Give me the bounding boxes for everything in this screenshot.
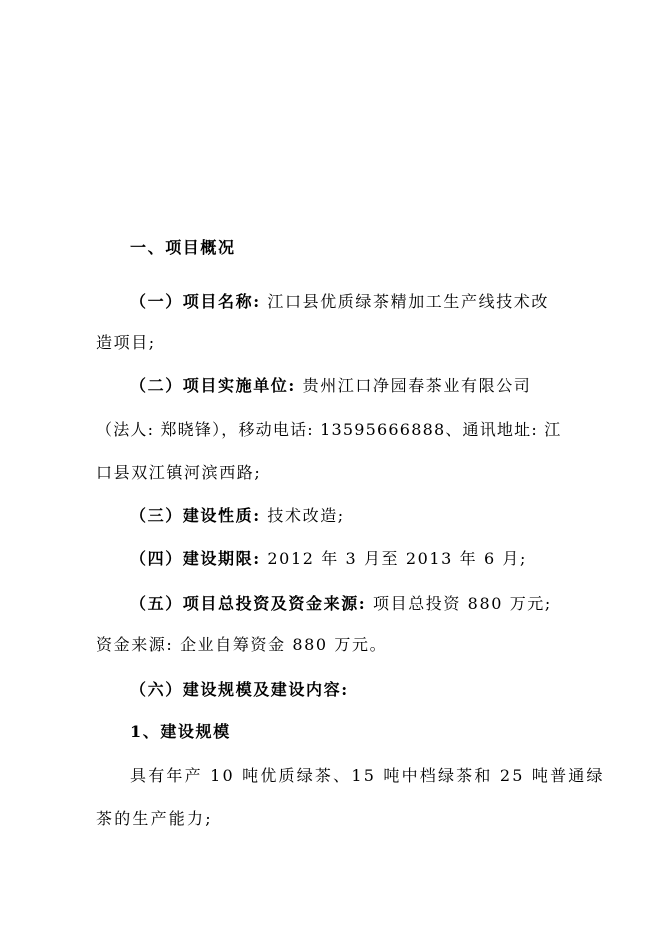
implementing-unit-line bbox=[130, 376, 531, 396]
implementing-unit-label: （二）项目实施单位: bbox=[130, 376, 296, 395]
construction-nature-value: 技术改造; bbox=[267, 506, 345, 525]
subsection-heading: 1、建设规模 bbox=[130, 722, 231, 741]
capacity-continuation: 茶的生产能力; bbox=[96, 809, 213, 828]
project-name-line bbox=[130, 292, 549, 312]
scale-content-heading: （六）建设规模及建设内容: bbox=[130, 680, 349, 699]
construction-period-line bbox=[130, 549, 527, 569]
implementing-unit-value: 贵州江口净园春茶业有限公司 bbox=[302, 376, 532, 395]
project-name-label: （一）项目名称: bbox=[130, 292, 261, 311]
construction-nature-label: （三）建设性质: bbox=[130, 506, 261, 525]
contact-info-line: （法人: 郑晓锋），移动电话: 13595666888、通讯地址: 江 bbox=[96, 420, 562, 439]
funding-source-line: 资金来源: 企业自筹资金 880 万元。 bbox=[96, 635, 388, 654]
construction-nature-line bbox=[130, 506, 345, 526]
investment-label: （五）项目总投资及资金来源: bbox=[130, 594, 367, 613]
construction-period-label: （四）建设期限: bbox=[130, 549, 261, 568]
capacity-line: 具有年产 10 吨优质绿茶、15 吨中档绿茶和 25 吨普通绿 bbox=[130, 766, 605, 785]
investment-line bbox=[130, 594, 552, 614]
project-name-continuation: 造项目; bbox=[96, 333, 156, 352]
section-heading: 一、项目概况 bbox=[130, 238, 236, 257]
investment-value: 项目总投资 880 万元; bbox=[373, 594, 552, 613]
address-line: 口县双江镇河滨西路; bbox=[96, 463, 262, 482]
project-name-value: 江口县优质绿茶精加工生产线技术改 bbox=[267, 292, 550, 311]
construction-period-value: 2012 年 3 月至 2013 年 6 月; bbox=[267, 549, 527, 568]
